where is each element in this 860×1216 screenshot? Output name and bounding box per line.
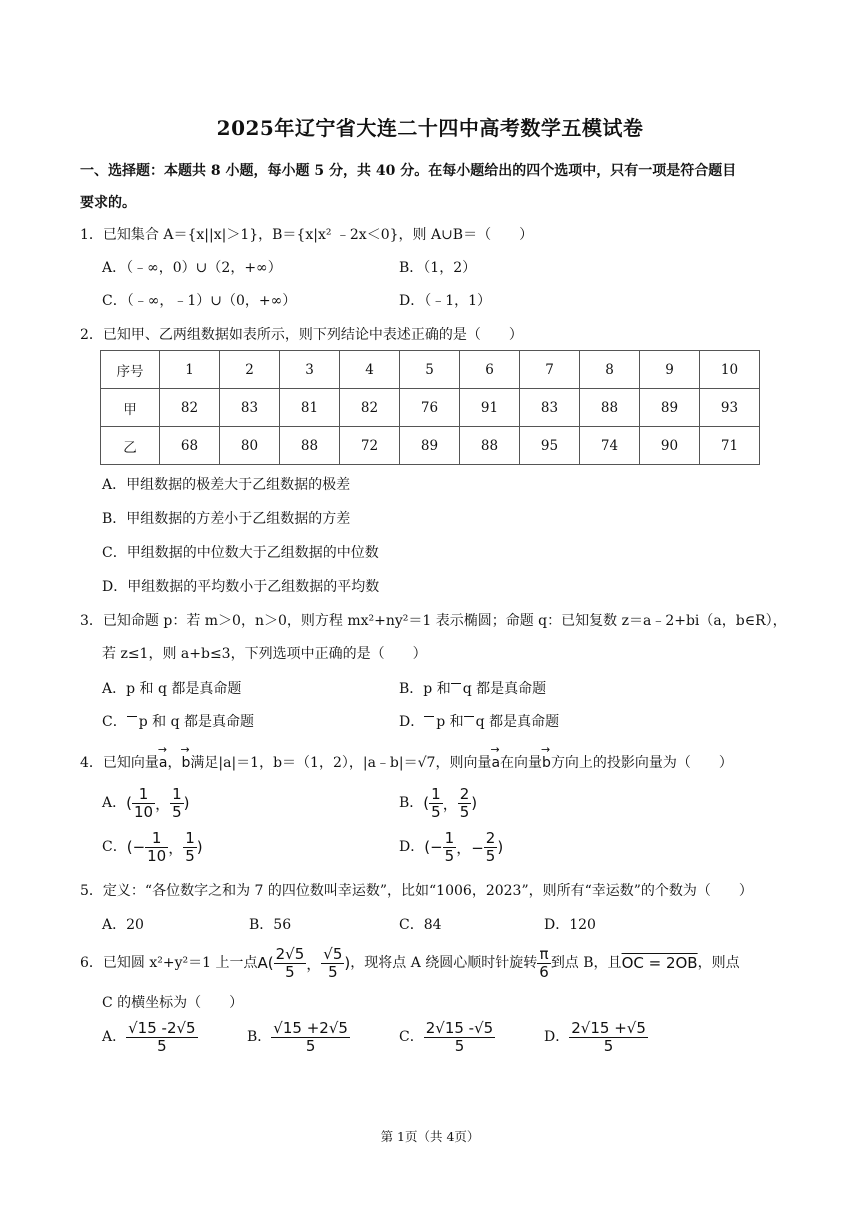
table-cell: 76 xyxy=(400,389,460,427)
frac-num: 1 xyxy=(185,829,195,847)
q3-c-text: p 和 q 都是真命题 xyxy=(138,714,254,730)
frac-den: 10 xyxy=(133,802,154,821)
q6-b-label: B． xyxy=(247,1029,272,1045)
table-cell: 10 xyxy=(700,351,760,389)
table-cell: 6 xyxy=(460,351,520,389)
frac-num: √15 -2√5 xyxy=(128,1019,196,1037)
vector-a: → a xyxy=(159,755,168,771)
frac-num: 2 xyxy=(459,785,470,803)
table-cell: 甲 xyxy=(101,389,160,427)
q3-option-c xyxy=(102,711,254,731)
table-cell: 88 xyxy=(580,389,640,427)
frac-den: 5 xyxy=(157,1036,167,1055)
frac-den: 5 xyxy=(485,846,496,865)
question-6-stem: 6．已知圆 x²+y²＝1 上一点A( $\frac{2√5}{5}$ ， $\frac{√5}{5}$ )，现将点 A 绕圆心顺时针旋转 $\frac{\pi}{6}$ 到点 B，且OC = 2OB，则点 xyxy=(80,945,740,981)
frac-den: 5 xyxy=(431,802,441,821)
page-title: 2025年辽宁省大连二十四中高考数学五模试卷 xyxy=(216,116,644,140)
q1-option-c: C．（﹣∞，﹣1）∪（0，+∞） xyxy=(102,293,297,309)
question-5-stem: 5．定义：“各位数字之和为 7 的四位数叫幸运数”，比如“1006，2023”，则所有“幸运数”的个数为（ ） xyxy=(80,883,753,899)
q6-d-label: D． xyxy=(544,1029,570,1045)
table-cell: 1 xyxy=(160,351,220,389)
q5-option-d: D．120 xyxy=(544,917,596,933)
q4-d-label: D． xyxy=(399,839,425,855)
q4-a-label: A． xyxy=(102,795,127,811)
table-cell: 89 xyxy=(400,427,460,465)
frac-num: 2√15 -√5 xyxy=(425,1019,494,1037)
table-cell: 82 xyxy=(160,389,220,427)
q5-option-c: C．84 xyxy=(399,917,442,933)
frac-num: π xyxy=(537,946,551,964)
table-header-row xyxy=(101,351,760,389)
q6-option-a xyxy=(102,1020,198,1054)
frac-num: 1 xyxy=(132,786,155,804)
data-table xyxy=(100,350,760,465)
q3-option-b xyxy=(399,678,546,698)
q4-option-b: B．( $\frac{1}{5}$ ， $\frac{2}{5}$ ) xyxy=(399,785,478,821)
table-cell: 74 xyxy=(580,427,640,465)
table-cell: 95 xyxy=(520,427,580,465)
table-cell: 88 xyxy=(460,427,520,465)
table-cell: 序号 xyxy=(101,351,160,389)
table-cell: 71 xyxy=(700,427,760,465)
q2-option-c: C．甲组数据的中位数大于乙组数据的中位数 xyxy=(102,545,379,561)
table-cell: 乙 xyxy=(101,427,160,465)
vector-b: → b xyxy=(182,755,191,771)
table-cell: 82 xyxy=(340,389,400,427)
frac-num: √5 xyxy=(323,945,343,963)
q4-comma: ， xyxy=(167,755,182,771)
negation-icon xyxy=(424,716,434,717)
q6-stem-post: ，则点 xyxy=(697,955,740,971)
q2-option-d: D．甲组数据的平均数小于乙组数据的平均数 xyxy=(102,579,380,595)
vector-a-2: → a xyxy=(491,755,500,771)
q1-option-d: D．（﹣1，1） xyxy=(399,293,492,309)
q6-option-d xyxy=(544,1020,648,1054)
q5-option-a: A．20 xyxy=(102,917,144,933)
q3-b-text: B．p 和 xyxy=(399,681,451,697)
page-footer: 第 1页（共 4页） xyxy=(380,1129,480,1144)
q3-option-d xyxy=(399,711,559,731)
q3-d-text: p 和 xyxy=(436,714,464,730)
frac-num: 1 xyxy=(444,829,455,847)
q1-option-a: A．（﹣∞，0）∪（2，+∞） xyxy=(102,260,282,276)
vector-b-2: → b xyxy=(542,755,551,771)
frac-den: 5 xyxy=(603,1036,614,1055)
q3-d-label: D． xyxy=(399,714,425,730)
section-heading-cont: 要求的。 xyxy=(80,195,136,211)
frac-den: 5 xyxy=(459,802,470,821)
q3-c-label: C． xyxy=(102,714,127,730)
q4-stem-mid: 满足|a|＝1，b＝（1，2），|a﹣b|＝√7，则向量 xyxy=(190,755,492,771)
frac-den: 10 xyxy=(147,846,167,865)
q2-option-a: A．甲组数据的极差大于乙组数据的极差 xyxy=(102,477,351,493)
frac-den: 5 xyxy=(454,1036,465,1055)
negation-icon xyxy=(464,716,474,717)
frac-den: 5 xyxy=(305,1036,316,1055)
table-row xyxy=(101,427,760,465)
q6-option-b xyxy=(247,1020,350,1054)
q4-c-label: C． xyxy=(102,839,127,855)
q6-stem-mid2: 到点 B，且 xyxy=(550,955,622,971)
question-3-stem-cont: 若 z≤1，则 a+b≤3，下列选项中正确的是（ ） xyxy=(102,646,427,662)
table-cell: 83 xyxy=(520,389,580,427)
frac-num: 2√5 xyxy=(275,945,305,963)
q4-option-a: A．( $\frac{1}{10}$ ， $\frac{1}{5}$ ) xyxy=(102,785,190,821)
q3-b-text-2: q 都是真命题 xyxy=(462,681,547,697)
frac-den: 6 xyxy=(539,962,549,981)
frac-num: 1 xyxy=(172,785,182,803)
table-cell: 88 xyxy=(280,427,340,465)
negation-icon xyxy=(451,683,461,684)
q4-option-c: C．(− $\frac{1}{10}$ ， $\frac{1}{5}$ ) xyxy=(102,829,203,865)
frac-num: 1 xyxy=(145,830,168,848)
section-heading: 一、选择题：本题共 8 小题，每小题 5 分，共 40 分。在每小题给出的四个选项中，只有一项是符合题目 xyxy=(80,163,737,179)
table-cell: 4 xyxy=(340,351,400,389)
table-cell: 9 xyxy=(640,351,700,389)
q6-c-label: C． xyxy=(399,1029,424,1045)
q2-option-b: B．甲组数据的方差小于乙组数据的方差 xyxy=(102,511,351,527)
frac-num: 2 xyxy=(485,829,496,847)
frac-den: 5 xyxy=(285,962,295,981)
frac-den: 5 xyxy=(185,846,195,865)
q4-stem-post: 方向上的投影向量为（ ） xyxy=(550,755,733,771)
q5-option-b: B．56 xyxy=(249,917,292,933)
question-2-stem: 2．已知甲、乙两组数据如表所示，则下列结论中表述正确的是（ ） xyxy=(80,327,523,343)
question-4-stem xyxy=(80,752,733,772)
frac-den: 5 xyxy=(444,846,455,865)
frac-num: √15 +2√5 xyxy=(273,1019,348,1037)
table-cell: 68 xyxy=(160,427,220,465)
frac-den: 5 xyxy=(172,802,182,821)
table-cell: 5 xyxy=(400,351,460,389)
question-6-stem-cont: C 的横坐标为（ ） xyxy=(102,995,244,1011)
table-cell: 93 xyxy=(700,389,760,427)
q6-a-label: A． xyxy=(102,1029,127,1045)
frac-num: 1 xyxy=(431,785,441,803)
table-cell: 8 xyxy=(580,351,640,389)
frac-num: 2√15 +√5 xyxy=(571,1019,646,1037)
q6-stem-text: 6．已知圆 x²+y²＝1 上一点 xyxy=(80,955,258,971)
table-cell: 80 xyxy=(220,427,280,465)
table-cell: 3 xyxy=(280,351,340,389)
q6-stem-mid: ，现将点 A 绕圆心顺时针旋转 xyxy=(350,955,538,971)
table-cell: 91 xyxy=(460,389,520,427)
table-cell: 2 xyxy=(220,351,280,389)
question-3-stem: 3．已知命题 p：若 m＞0，n＞0，则方程 mx²+ny²＝1 表示椭圆；命题 q：已知复数 z＝a﹣2+bi（a，b∈R）， xyxy=(80,613,787,629)
table-row xyxy=(101,389,760,427)
q4-b-label: B． xyxy=(399,795,424,811)
table-cell: 83 xyxy=(220,389,280,427)
table-cell: 89 xyxy=(640,389,700,427)
q1-option-b: B．（1，2） xyxy=(399,260,477,276)
q6-vector-equation: OC = 2OB xyxy=(621,954,698,972)
table-cell: 81 xyxy=(280,389,340,427)
q6-option-c xyxy=(399,1020,495,1054)
table-cell: 90 xyxy=(640,427,700,465)
q4-stem-mid2: 在向量 xyxy=(500,755,543,771)
table-cell: 7 xyxy=(520,351,580,389)
frac-den: 5 xyxy=(328,962,338,981)
question-1-stem: 1．已知集合 A＝{x||x|＞1}，B＝{x|x² ﹣2x＜0}，则 A∪B＝（ ） xyxy=(80,227,534,243)
q4-option-d: D．(− $\frac{1}{5}$ ，− $\frac{2}{5}$ ) xyxy=(399,829,504,865)
table-cell: 72 xyxy=(340,427,400,465)
q3-d-text-2: q 都是真命题 xyxy=(475,714,560,730)
negation-icon xyxy=(127,716,137,717)
q3-option-a: A．p 和 q 都是真命题 xyxy=(102,681,242,697)
q4-stem-text: 4．已知向量 xyxy=(80,755,159,771)
q6-point: A xyxy=(257,954,268,972)
